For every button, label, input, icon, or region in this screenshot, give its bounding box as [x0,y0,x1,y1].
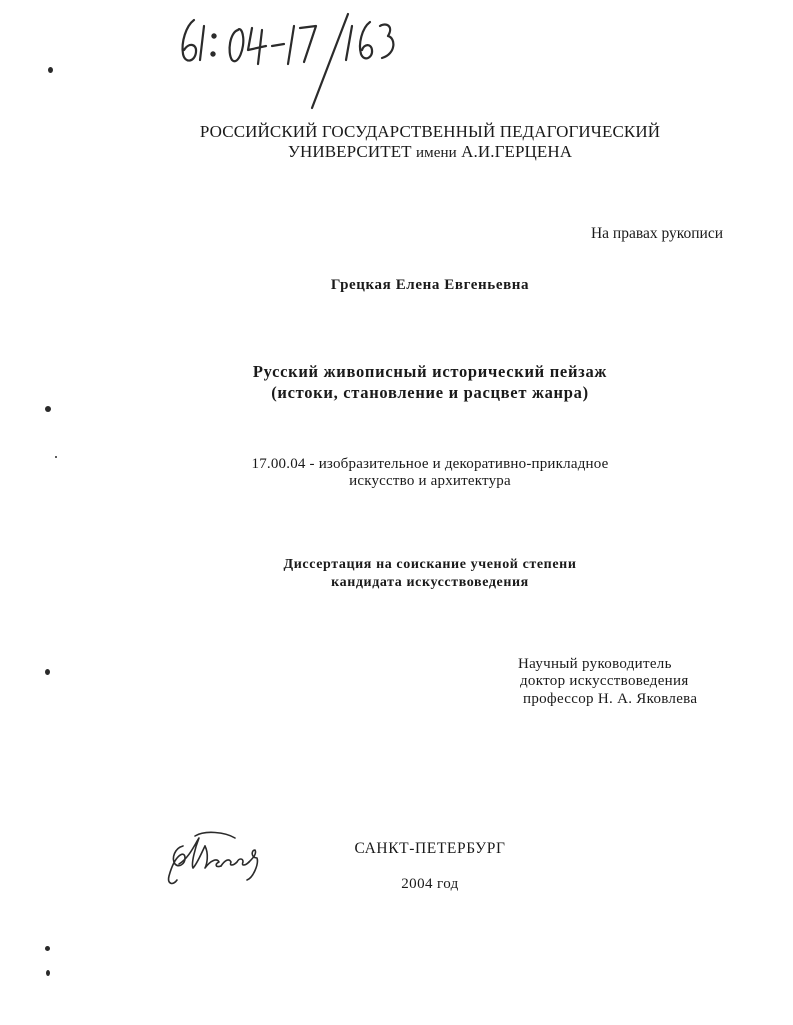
handwritten-archive-mark [172,12,422,112]
dissertation-degree-line2: кандидата искусствоведения [331,575,529,590]
dissertation-degree-line1: Диссертация на соискание ученой степени [283,557,577,572]
dissertation-title-line2: (истоки, становление и расцвет жанра) [271,383,589,402]
scan-speck [45,669,50,675]
scan-speck [45,406,51,412]
city: САНКТ-ПЕТЕРБУРГ [354,840,506,857]
dissertation-title-line1: Русский живописный исторический пейзаж [252,362,608,381]
scan-speck [46,970,50,976]
scan-speck [45,946,50,951]
specialty-line1: 17.00.04 - изобразительное и декоративно-прикладное [251,456,609,472]
advisor-line1: Научный руководитель [518,656,672,672]
manuscript-rights-note: На правах рукописи [590,225,723,242]
university-name-line2: УНИВЕРСИТЕТ имени А.И.ГЕРЦЕНА [287,142,573,161]
advisor-line2: доктор искусствоведения [520,673,689,689]
advisor-line3: профессор Н. А. Яковлева [523,691,698,707]
author-name: Грецкая Елена Евгеньевна [330,277,530,293]
specialty-line2: искусство и архитектура [349,473,511,489]
university-name-line1: РОССИЙСКИЙ ГОСУДАРСТВЕННЫЙ ПЕДАГОГИЧЕСКИЙ [199,122,661,141]
year: 2004 год [401,876,459,892]
scan-speck [55,456,57,458]
scan-speck [48,67,53,73]
